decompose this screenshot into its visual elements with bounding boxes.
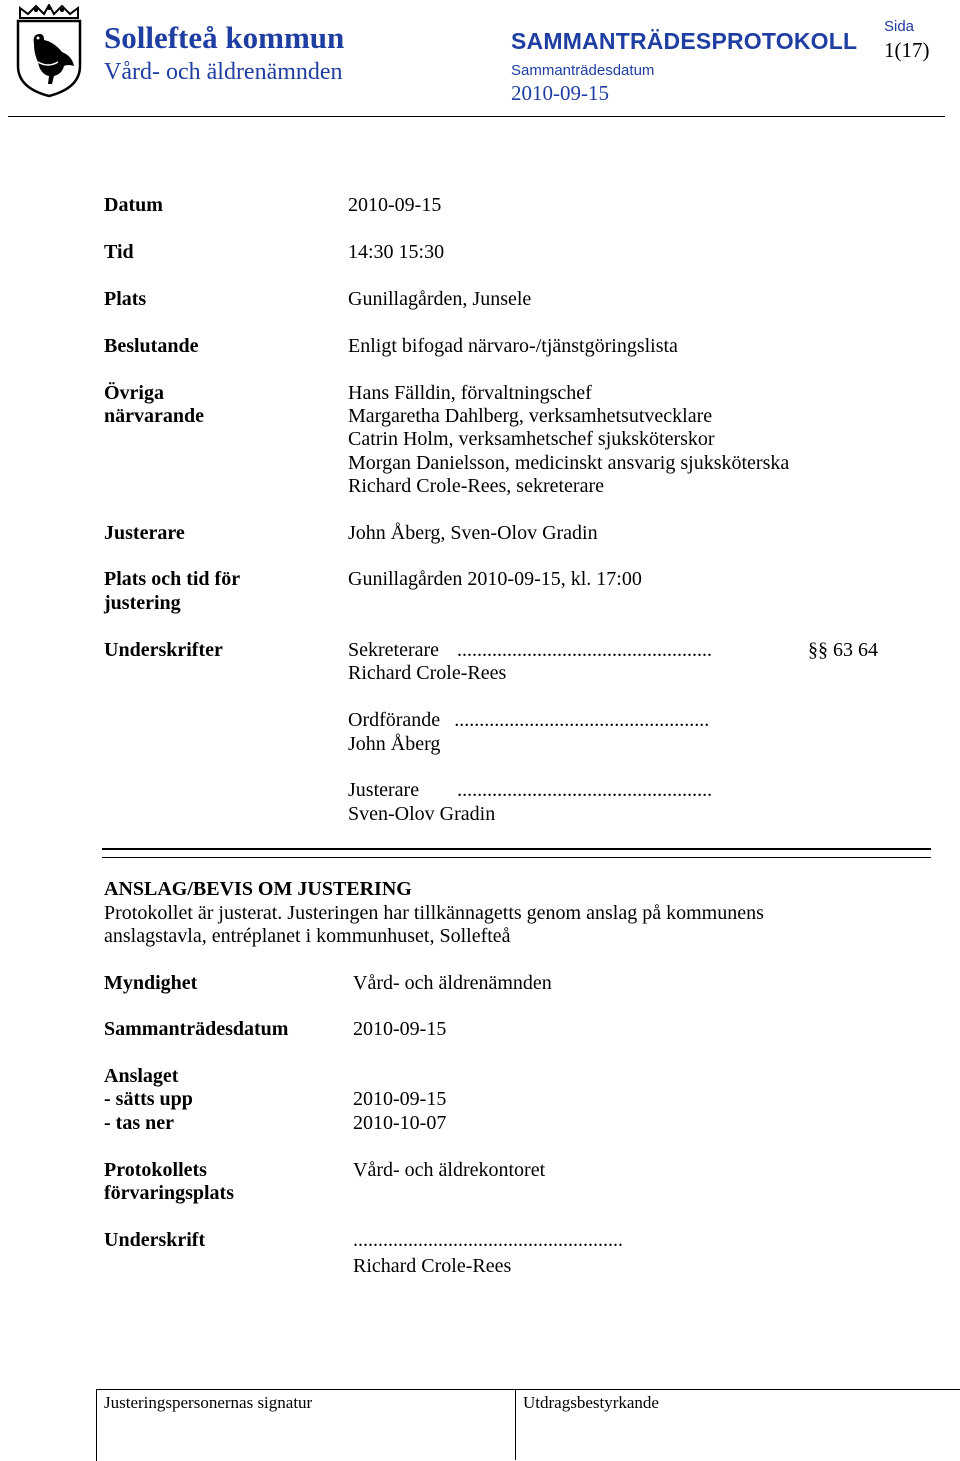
header-divider: [8, 116, 945, 117]
satts-upp-label: - sätts upp: [104, 1088, 193, 1110]
ordforande-role: Ordförande: [348, 709, 441, 731]
ordforande-name: John Åberg: [348, 733, 441, 755]
justerare-name: Sven-Olov Gradin: [348, 803, 496, 825]
sekreterare-name: Richard Crole-Rees: [348, 662, 507, 684]
underskrifter-label: Underskrifter: [104, 639, 223, 661]
footer-signature-label: Justeringspersonernas signatur: [104, 1393, 313, 1412]
datum-label: Datum: [104, 194, 163, 216]
underskrift-dots: ......................................................: [353, 1229, 623, 1251]
myndighet-label: Myndighet: [104, 972, 198, 994]
underskrift-label: Underskrift: [104, 1229, 206, 1251]
meeting-date-value: 2010-09-15: [511, 81, 609, 105]
page-number: 1(17): [884, 38, 930, 62]
plats-value: Gunillagården, Junsele: [348, 288, 532, 310]
sekreterare-role: Sekreterare: [348, 639, 440, 661]
sammantradesdatum-value: 2010-09-15: [353, 1018, 447, 1040]
tas-ner-label: - tas ner: [104, 1112, 174, 1134]
anslag-text-line-2: anslagstavla, entréplanet i kommunhuset, Sollefteå: [104, 925, 511, 947]
attendee-4: Morgan Danielsson, medicinskt ansvarig sjuksköterska: [348, 452, 790, 474]
plats-tid-label: Plats och tid för: [104, 568, 241, 590]
justerare-value: John Åberg, Sven-Olov Gradin: [348, 522, 598, 544]
tid-value: 14:30 15:30: [348, 241, 445, 263]
myndighet-value: Vård- och äldrenämnden: [353, 972, 552, 994]
datum-value: 2010-09-15: [348, 194, 442, 216]
coat-of-arms-icon: [14, 4, 84, 98]
plats-tid-value: Gunillagården 2010-09-15, kl. 17:00: [348, 568, 642, 590]
attendee-3: Catrin Holm, verksamhetschef sjuksköterskor: [348, 428, 715, 450]
justerare-label: Justerare: [104, 522, 185, 544]
attendee-5: Richard Crole-Rees, sekreterare: [348, 475, 604, 497]
footer-divider: [515, 1389, 516, 1460]
ovriga-label: Övriga: [104, 382, 164, 404]
ordforande-signature-line: [348, 709, 709, 732]
page-label: Sida: [884, 18, 915, 35]
justerare-signature-line: [348, 779, 712, 802]
sammantradesdatum-label: Sammanträdesdatum: [104, 1018, 289, 1040]
footer-certification-label: Utdragsbestyrkande: [523, 1393, 659, 1412]
municipality-name: Sollefteå kommun: [104, 20, 345, 55]
anslaget-label: Anslaget: [104, 1065, 179, 1087]
justering-label: justering: [104, 592, 181, 614]
paragraph-range: §§ 63 64: [808, 639, 878, 661]
satts-upp-value: 2010-09-15: [353, 1088, 447, 1110]
signature-dots: ...................................................: [457, 779, 713, 801]
plats-label: Plats: [104, 288, 147, 310]
beslutande-value: Enligt bifogad närvaro-/tjänstgöringslista: [348, 335, 678, 357]
anslag-heading: ANSLAG/BEVIS OM JUSTERING: [104, 878, 412, 900]
tas-ner-value: 2010-10-07: [353, 1112, 447, 1134]
underskrift-name: Richard Crole-Rees: [353, 1255, 512, 1277]
signature-dots: ...................................................: [457, 639, 713, 661]
section-divider: [102, 848, 931, 858]
justerare-role: Justerare: [348, 779, 420, 801]
committee-name: Vård- och äldrenämnden: [104, 59, 343, 85]
meeting-date-label: Sammanträdesdatum: [511, 62, 655, 79]
tid-label: Tid: [104, 241, 134, 263]
sekreterare-signature-line: [348, 639, 712, 662]
forvaring-label-1: Protokollets: [104, 1159, 207, 1181]
forvaring-value: Vård- och äldrekontoret: [353, 1159, 546, 1181]
forvaring-label-2: förvaringsplats: [104, 1182, 234, 1204]
anslag-text-line-1: Protokollet är justerat. Justeringen har tillkännagetts genom anslag på kommunens: [104, 902, 764, 924]
narvarande-label: närvarande: [104, 405, 204, 427]
beslutande-label: Beslutande: [104, 335, 199, 357]
document-title: SAMMANTRÄDESPROTOKOLL: [511, 28, 858, 54]
attendee-1: Hans Fälldin, förvaltningschef: [348, 382, 592, 404]
signature-dots: ...................................................: [454, 709, 710, 731]
attendee-2: Margaretha Dahlberg, verksamhetsutvecklare: [348, 405, 713, 427]
